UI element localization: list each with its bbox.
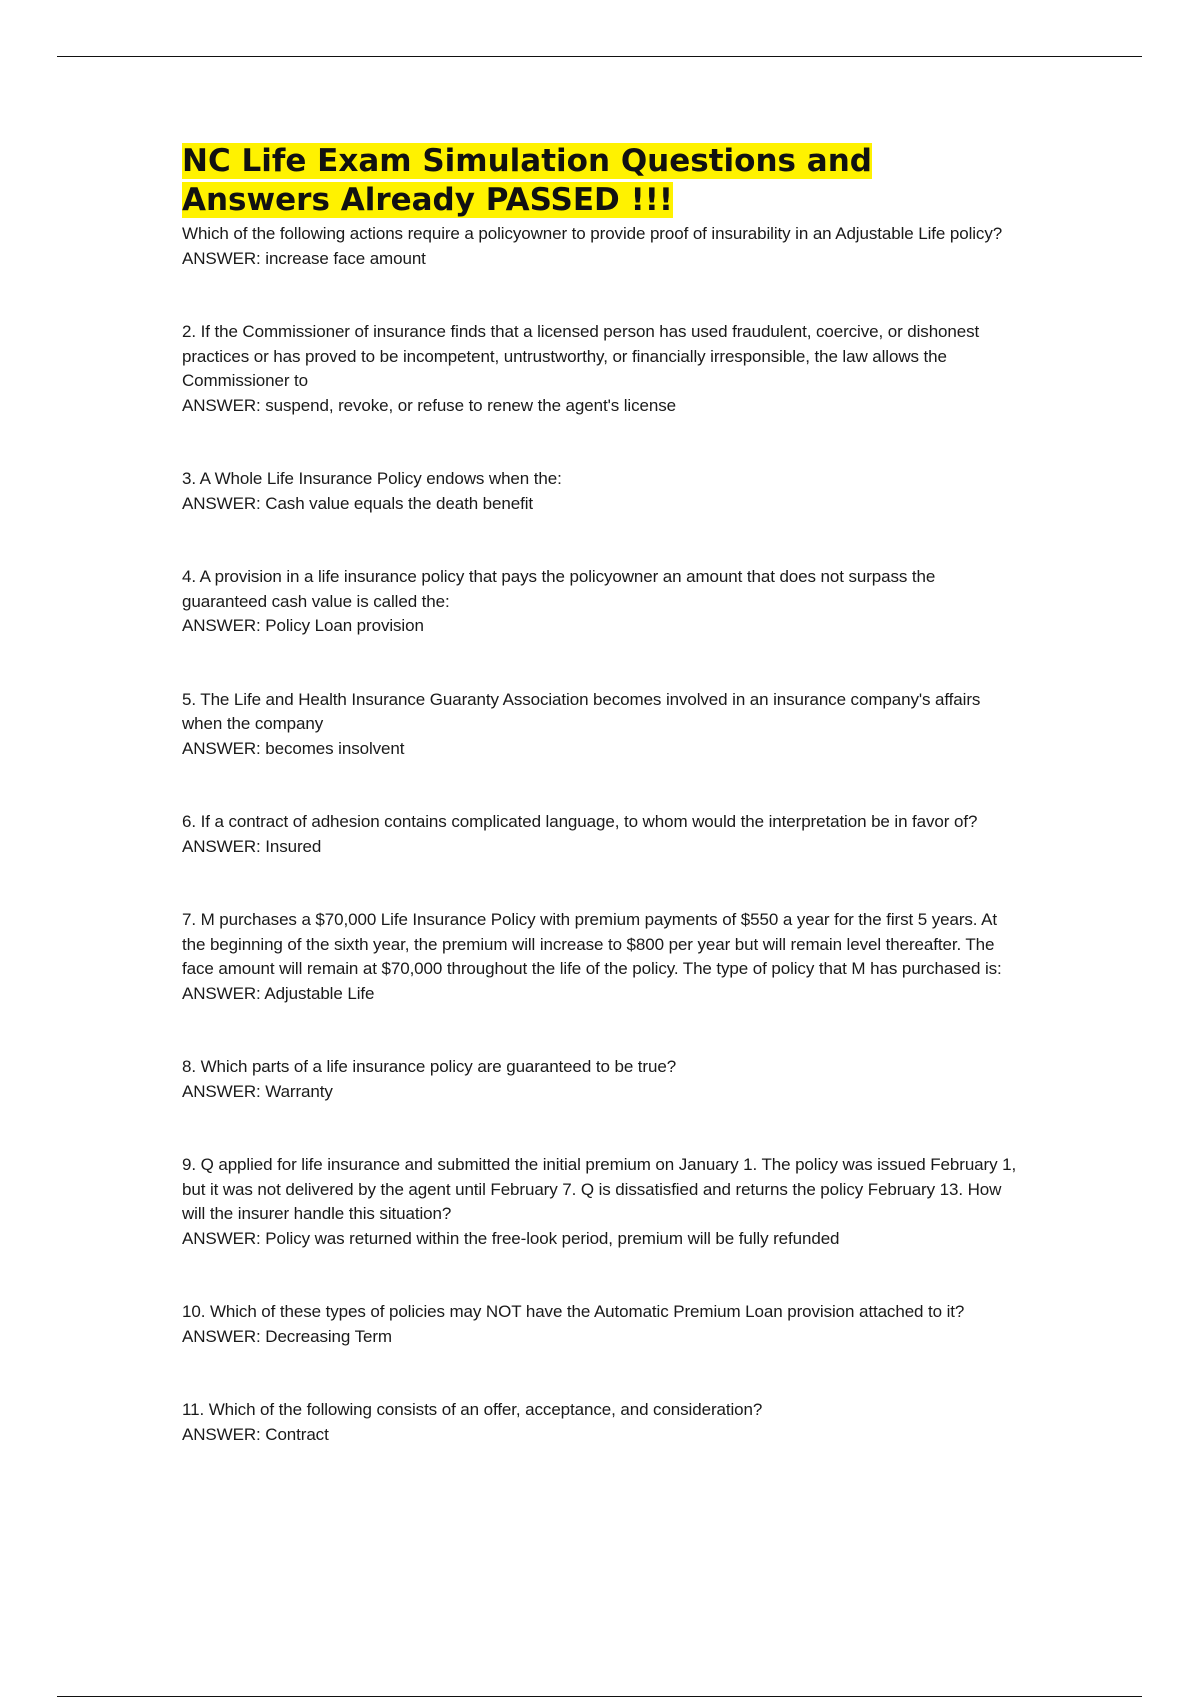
qa-item-6: [182, 810, 1022, 859]
question-text: 9. Q applied for life insurance and submitted the initial premium on January 1. The policy was issued February 1, but it was not delivered by the agent until February 7. Q is dissatisfied and returns the policy February 13. How will the insurer handle this situation?: [182, 1155, 1017, 1223]
answer-text: ANSWER: Decreasing Term: [182, 1326, 392, 1346]
question-text: 3. A Whole Life Insurance Policy endows when the:: [182, 469, 562, 488]
answer-text: ANSWER: becomes insolvent: [182, 738, 405, 758]
qa-item-3: [182, 467, 1022, 516]
question-text: 4. A provision in a life insurance policy that pays the policyowner an amount that does not surpass the guaranteed cash value is called the:: [182, 567, 936, 611]
qa-item-8: [182, 1055, 1022, 1104]
question-text: 10. Which of these types of policies may NOT have the Automatic Premium Loan provision attached to it?: [182, 1302, 965, 1321]
qa-item-1: [182, 222, 1022, 271]
qa-item-9: [182, 1153, 1022, 1251]
qa-item-2: [182, 320, 1022, 418]
answer-text: ANSWER: Policy was returned within the free-look period, premium will be fully refunded: [182, 1228, 840, 1248]
header-rule: [57, 56, 1142, 57]
qa-item-7: [182, 908, 1022, 1006]
document-body: [182, 142, 1022, 1447]
qa-item-4: [182, 565, 1022, 639]
qa-item-11: [182, 1398, 1022, 1447]
question-text: Which of the following actions require a policyowner to provide proof of insurability in an Adjustable Life policy?: [182, 224, 1003, 243]
qa-item-10: [182, 1300, 1022, 1349]
question-text: 8. Which parts of a life insurance policy are guaranteed to be true?: [182, 1057, 677, 1076]
answer-text: ANSWER: increase face amount: [182, 248, 426, 268]
answer-text: ANSWER: Insured: [182, 836, 322, 856]
answer-text: ANSWER: Adjustable Life: [182, 983, 375, 1003]
question-text: 5. The Life and Health Insurance Guaranty Association becomes involved in an insurance company's affairs when the company: [182, 689, 981, 733]
question-text: 2. If the Commissioner of insurance finds that a licensed person has used fraudulent, coercive, or dishonest practices or has proved to be incompetent, untrustworthy, or financially irresponsible, the law allows the Commissioner to: [182, 322, 980, 390]
document-title-text: NC Life Exam Simulation Questions and Answers Already PASSED !!!: [182, 143, 872, 218]
answer-text: ANSWER: Cash value equals the death benefit: [182, 493, 534, 513]
answer-text: ANSWER: Contract: [182, 1424, 329, 1444]
answer-text: ANSWER: suspend, revoke, or refuse to renew the agent's license: [182, 395, 676, 415]
footer-rule: [57, 1696, 1142, 1697]
qa-item-5: [182, 688, 1022, 762]
document-title: [182, 142, 1022, 220]
answer-text: ANSWER: Warranty: [182, 1081, 333, 1101]
question-text: 11. Which of the following consists of an offer, acceptance, and consideration?: [182, 1400, 763, 1419]
question-text: 7. M purchases a $70,000 Life Insurance Policy with premium payments of $550 a year for the first 5 years. At the beginning of the sixth year, the premium will increase to $800 per year but will remain level thereafter. The face amount will remain at $70,000 throughout the life of the policy. The type of policy that M has purchased is:: [182, 910, 1002, 978]
question-text: 6. If a contract of adhesion contains complicated language, to whom would the interpretation be in favor of?: [182, 812, 978, 831]
answer-text: ANSWER: Policy Loan provision: [182, 616, 424, 635]
